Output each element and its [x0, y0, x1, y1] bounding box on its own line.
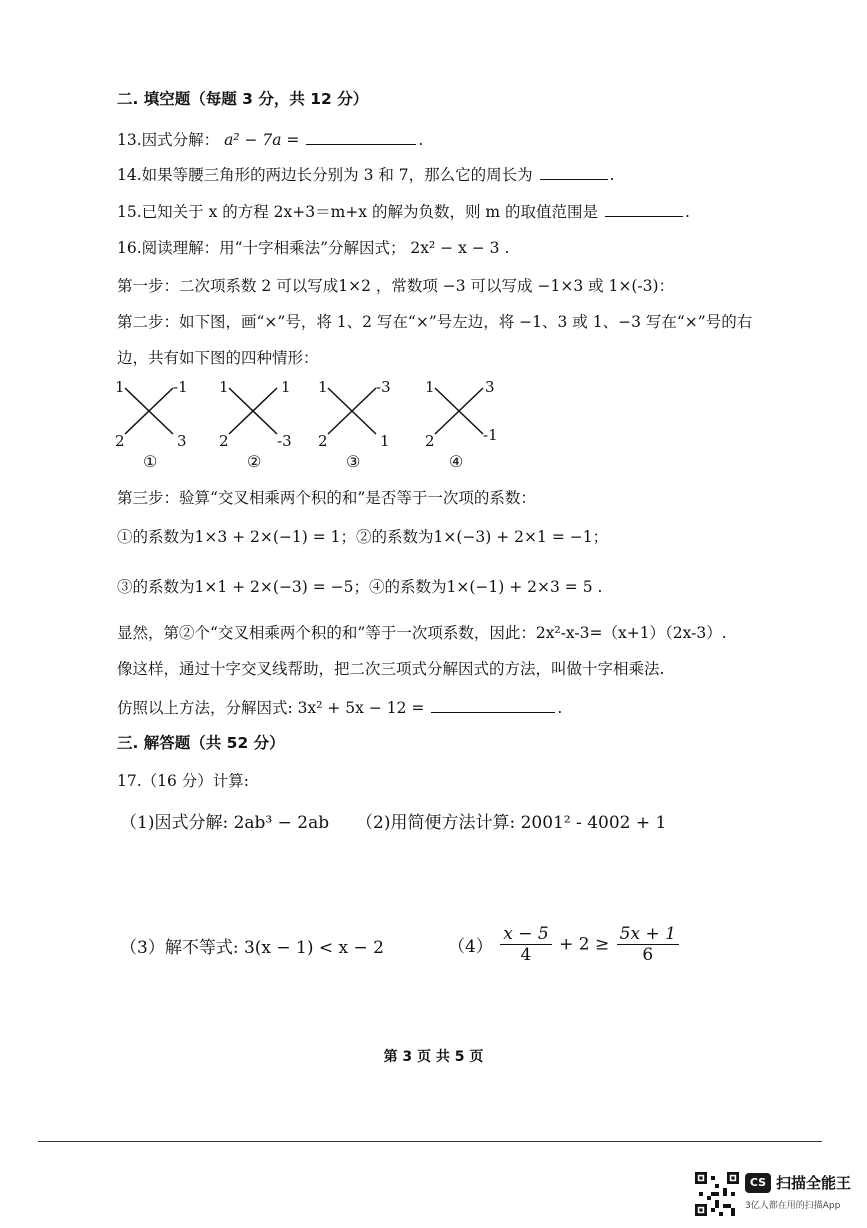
- q16-conclusion: 显然，第②个“交叉相乘两个积的和”等于一次项系数，因此：2x²-x-3=（x+1）（2x-3）.: [117, 624, 727, 642]
- cross-4-bottom-left: 2: [425, 432, 435, 450]
- cross-1-label: ①: [143, 452, 158, 471]
- fraction-1-numerator: x − 5: [500, 924, 551, 945]
- cross-2-bottom-right: -3: [277, 432, 292, 450]
- cross-diagram-1: [115, 378, 195, 471]
- cross-1-bottom-left: 2: [115, 432, 125, 450]
- q16-answer-blank[interactable]: [431, 696, 555, 713]
- cross-2-top-right: 1: [281, 378, 291, 396]
- q16-calc1: ①的系数为1×3 + 2×(−1) = 1；②的系数为1×(−3) + 2×1 = −1；: [117, 528, 609, 546]
- cross-3-bottom-right: 1: [380, 432, 390, 450]
- section2-title: 二. 填空题（每题 3 分，共 12 分）: [117, 90, 369, 108]
- q16-task-text: 仿照以上方法，分解因式: 3x² + 5x − 12 =: [117, 699, 425, 717]
- q16-step3: 第三步：验算“交叉相乘两个积的和”是否等于一次项的系数：: [117, 489, 536, 507]
- q14-text: 14.如果等腰三角形的两边长分别为 3 和 7，那么它的周长为: [117, 166, 533, 184]
- cross-3-top-left: 1: [318, 378, 328, 396]
- q14-answer-blank[interactable]: [540, 163, 608, 180]
- q17-part4: [448, 924, 681, 965]
- question-15: [117, 200, 690, 223]
- cross-diagram-3: [318, 378, 398, 471]
- question-14: [117, 163, 615, 186]
- cross-2-label: ②: [247, 452, 262, 471]
- cross-3-bottom-left: 2: [318, 432, 328, 450]
- fraction-2: [617, 924, 679, 965]
- q17-head: 17.（16 分）计算:: [117, 772, 250, 790]
- page-number: 第 3 页 共 5 页: [383, 1049, 484, 1065]
- q16-step2-line1: 第二步：如下图，画“×”号，将 1、2 写在“×”号左边，将 −1、3 或 1、−3 写在“×”号的右: [117, 313, 753, 331]
- q15-answer-blank[interactable]: [605, 200, 683, 217]
- brand-name: 扫描全能王: [776, 1174, 852, 1192]
- q16-definition: 像这样，通过十字交叉线帮助，把二次三项式分解因式的方法，叫做十字相乘法.: [117, 660, 665, 678]
- cross-4-top-right: 3: [485, 378, 495, 396]
- q14-suffix: .: [609, 166, 615, 184]
- q13-suffix: .: [418, 131, 424, 149]
- cross-1-top-right: -1: [173, 378, 188, 396]
- fraction-1: [500, 924, 551, 965]
- fraction-1-denominator: 4: [520, 945, 532, 965]
- cross-3-label: ③: [346, 452, 361, 471]
- brand-tagline: 3亿人都在用的扫描App: [745, 1201, 841, 1211]
- q16-task: [117, 696, 562, 719]
- cs-logo-icon: CS: [745, 1173, 771, 1193]
- cross-diagram-2: [219, 378, 299, 471]
- cross-2-top-left: 1: [219, 378, 229, 396]
- cross-4-top-left: 1: [425, 378, 435, 396]
- q16-calc2: ③的系数为1×1 + 2×(−3) = −5；④的系数为1×(−1) + 2×3 = 5 .: [117, 578, 603, 596]
- footer-rule: [38, 1141, 822, 1142]
- q13-expr: a² − 7a =: [224, 131, 300, 149]
- q17-part2: （2)用简便方法计算: 2001² - 4002 + 1: [356, 813, 667, 833]
- q17-part3: （3）解不等式: 3(x − 1) < x − 2: [120, 938, 384, 958]
- cross-diagram-4: [425, 378, 505, 471]
- cross-4-label: ④: [449, 452, 464, 471]
- q15-suffix: .: [684, 203, 690, 221]
- fraction-2-numerator: 5x + 1: [617, 924, 679, 945]
- fraction-2-denominator: 6: [642, 945, 654, 965]
- cross-2-bottom-left: 2: [219, 432, 229, 450]
- q15-text: 15.已知关于 x 的方程 2x+3＝m+x 的解为负数，则 m 的取值范围是: [117, 203, 599, 221]
- q16-intro: 16.阅读理解：用“十字相乘法”分解因式； 2x² − x − 3 .: [117, 239, 510, 257]
- section3-title: 三. 解答题（共 52 分）: [117, 734, 285, 752]
- q16-task-suffix: .: [557, 699, 563, 717]
- q16-step1: 第一步：二次项系数 2 可以写成1×2 ，常数项 −3 可以写成 −1×3 或 1×(-3)：: [117, 277, 675, 295]
- question-13: [117, 128, 423, 151]
- cross-4-bottom-right: -1: [483, 426, 498, 444]
- cross-1-bottom-right: 3: [177, 432, 187, 450]
- q13-prefix: 13.因式分解：: [117, 131, 225, 149]
- q17-part1: （1)因式分解: 2ab³ − 2ab: [120, 813, 330, 833]
- q13-answer-blank[interactable]: [306, 128, 416, 145]
- cross-1-top-left: 1: [115, 378, 125, 396]
- q17-part4-mid: + 2 ≥: [559, 934, 610, 955]
- q16-step2-line2: 边，共有如下图的四种情形：: [117, 349, 319, 367]
- qr-code-icon: [695, 1172, 739, 1216]
- cross-3-top-right: -3: [376, 378, 391, 396]
- q17-part4-label: （4）: [448, 937, 493, 957]
